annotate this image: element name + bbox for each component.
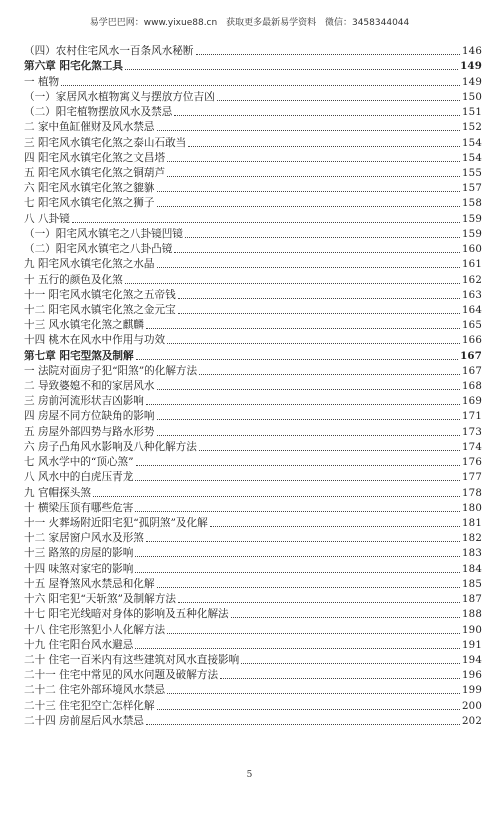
toc-entry-title: 十二 阳宅风水镇宅化煞之金元宝 [24, 303, 176, 316]
toc-entry-page: 159 [461, 213, 482, 225]
toc-entry-title: （二）阳宅风水镇宅之八卦凸镜 [24, 243, 173, 256]
toc-entry-title: 十五 屋脊煞风水禁忌和化解 [24, 577, 155, 590]
toc-row[interactable] [24, 43, 482, 58]
toc-entry-page: 162 [461, 274, 482, 286]
page-number: 5 [246, 770, 253, 780]
toc-entry-title: 十三 风水镇宅化煞之麒麟 [24, 319, 144, 332]
toc-row[interactable] [24, 302, 482, 317]
toc-entry-title: 六 房子凸角风水影响及八种化解方法 [24, 440, 197, 453]
toc-row[interactable] [24, 606, 482, 621]
toc-row[interactable] [24, 287, 482, 302]
toc-leader-dots [167, 692, 460, 694]
toc-row[interactable] [24, 667, 482, 682]
toc-entry-page: 146 [461, 46, 482, 58]
toc-row[interactable] [24, 621, 482, 636]
toc-entry-title: 三 阳宅风水镇宅化煞之泰山石敢当 [24, 136, 187, 149]
toc-entry-page: 182 [461, 533, 482, 545]
toc-leader-dots [178, 601, 460, 603]
toc-chapter-row[interactable] [24, 58, 482, 73]
toc-leader-dots [157, 205, 460, 207]
toc-entry-page: 160 [461, 244, 482, 256]
toc-row[interactable] [24, 500, 482, 515]
toc-row[interactable] [24, 439, 482, 454]
toc-entry-title: 十二 家居窗户风水及形煞 [24, 532, 144, 545]
toc-entry-title: 十 五行的颜色及化煞 [24, 273, 123, 286]
toc-entry-page: 161 [461, 259, 482, 271]
toc-leader-dots [167, 175, 460, 177]
toc-entry-title: 七 阳宅风水镇宅化煞之狮子 [24, 197, 155, 210]
toc-entry-page: 176 [461, 457, 482, 469]
toc-entry-page: 184 [461, 563, 482, 575]
toc-leader-dots [178, 297, 460, 299]
toc-row[interactable] [24, 89, 482, 104]
toc-leader-dots [157, 129, 460, 131]
toc-entry-title: 十六 阳宅犯“天斩煞”及制解方法 [24, 593, 176, 606]
toc-entry-page: 173 [461, 426, 482, 438]
toc-leader-dots [174, 114, 460, 116]
toc-leader-dots [188, 145, 460, 147]
toc-entry-title: 十 横梁压顶有哪些危害 [24, 501, 134, 514]
toc-row[interactable] [24, 119, 482, 134]
toc-row[interactable] [24, 73, 482, 88]
toc-row[interactable] [24, 134, 482, 149]
toc-entry-title: 十八 住宅形煞犯小人化解方法 [24, 623, 166, 636]
toc-entry-title: 四 房屋不同方位缺角的影响 [24, 410, 155, 423]
toc-entry-page: 191 [461, 639, 482, 651]
toc-entry-title: 一 法院对面房子犯“阳煞”的化解方法 [24, 364, 198, 377]
toc-entry-title: 二十四 房前屋后风水禁忌 [24, 714, 144, 727]
toc-row[interactable] [24, 454, 482, 469]
toc-leader-dots [199, 373, 460, 375]
toc-row[interactable] [24, 104, 482, 119]
toc-entry-page: 163 [461, 289, 482, 301]
toc-entry-title: 五 房屋外部四势与路水形势 [24, 425, 155, 438]
toc-entry-title: 二十 住宅一百米内有这些建筑对风水直接影响 [24, 653, 240, 666]
toc-row[interactable] [24, 226, 482, 241]
toc-leader-dots [72, 221, 460, 223]
toc-entry-page: 152 [461, 122, 482, 134]
toc-row[interactable] [24, 271, 482, 286]
toc-entry-page: 194 [461, 654, 482, 666]
toc-row[interactable] [24, 515, 482, 530]
toc-entry-page: 178 [461, 487, 482, 499]
toc-leader-dots [157, 190, 460, 192]
toc-chapter-row[interactable] [24, 347, 482, 362]
toc-entry-page: 187 [461, 594, 482, 606]
toc-entry-title: 第六章 阳宅化煞工具 [24, 60, 124, 73]
toc-row[interactable] [24, 591, 482, 606]
toc-entry-title: 十三 路煞的房屋的影响 [24, 547, 134, 560]
toc-leader-dots [135, 479, 460, 481]
toc-leader-dots [157, 388, 460, 390]
toc-entry-page: 168 [461, 381, 482, 393]
toc-entry-page: 150 [461, 91, 482, 103]
toc-entry-title: 七 风水学中的“顶心煞” [24, 456, 134, 469]
header-wechat: 微信：3458344044 [324, 18, 410, 28]
toc-entry-page: 154 [461, 137, 482, 149]
toc-row[interactable] [24, 576, 482, 591]
toc-leader-dots [157, 418, 460, 420]
toc-entry-page: 149 [460, 60, 482, 73]
toc-row[interactable] [24, 378, 482, 393]
toc-entry-page: 199 [461, 685, 482, 697]
toc-entry-title: 一 植物 [24, 75, 60, 88]
toc-leader-dots [196, 53, 460, 55]
toc-row[interactable] [24, 469, 482, 484]
table-of-contents [24, 43, 482, 728]
toc-leader-dots [61, 84, 460, 86]
toc-row[interactable] [24, 332, 482, 347]
toc-leader-dots [136, 358, 459, 360]
toc-leader-dots [231, 616, 460, 618]
toc-leader-dots [157, 586, 460, 588]
toc-leader-dots [210, 525, 460, 527]
toc-leader-dots [146, 540, 460, 542]
toc-row[interactable] [24, 241, 482, 256]
toc-row[interactable] [24, 713, 482, 728]
toc-row[interactable] [24, 697, 482, 712]
toc-leader-dots [241, 662, 460, 664]
toc-row[interactable] [24, 317, 482, 332]
toc-row[interactable] [24, 195, 482, 210]
toc-leader-dots [174, 251, 460, 253]
toc-entry-title: （四）农村住宅风水一百条风水秘断 [24, 45, 194, 58]
toc-entry-title: 八 风水中的白虎压青龙 [24, 471, 134, 484]
toc-entry-title: （二）阳宅植物摆放风水及禁忌 [24, 106, 173, 119]
toc-entry-title: 二十三 住宅犯空亡怎样化解 [24, 699, 155, 712]
toc-entry-page: 200 [461, 700, 482, 712]
toc-entry-page: 171 [461, 411, 482, 423]
toc-entry-title: 六 阳宅风水镇宅化煞之貔貅 [24, 182, 155, 195]
toc-entry-title: 四 阳宅风水镇宅化煞之文昌塔 [24, 151, 166, 164]
toc-entry-page: 183 [461, 548, 482, 560]
toc-entry-page: 159 [461, 228, 482, 240]
toc-row[interactable] [24, 150, 482, 165]
toc-entry-page: 155 [461, 167, 482, 179]
toc-entry-page: 167 [461, 365, 482, 377]
toc-entry-page: 154 [461, 152, 482, 164]
toc-leader-dots [125, 68, 458, 70]
toc-entry-page: 165 [461, 320, 482, 332]
toc-row[interactable] [24, 210, 482, 225]
toc-entry-title: 二十一 住宅中常见的风水问题及破解方法 [24, 669, 219, 682]
page-header [0, 15, 499, 28]
toc-entry-page: 149 [461, 76, 482, 88]
toc-leader-dots [167, 632, 460, 634]
toc-leader-dots [220, 677, 460, 679]
toc-row[interactable] [24, 530, 482, 545]
toc-entry-page: 167 [460, 349, 482, 362]
toc-leader-dots [217, 99, 460, 101]
toc-entry-title: 十七 阳宅光线暗对身体的影响及五种化解法 [24, 608, 229, 621]
toc-entry-page: 151 [461, 107, 482, 119]
toc-leader-dots [125, 282, 460, 284]
toc-row[interactable] [24, 652, 482, 667]
toc-entry-title: 九 官帽探头煞 [24, 486, 91, 499]
toc-row[interactable] [24, 560, 482, 575]
toc-entry-page: 185 [461, 578, 482, 590]
toc-entry-title: 五 阳宅风水镇宅化煞之铜葫芦 [24, 166, 166, 179]
toc-entry-title: 三 房前河流形状吉凶影响 [24, 395, 144, 408]
toc-row[interactable] [24, 363, 482, 378]
toc-entry-title: 十一 阳宅风水镇宅化煞之五帝钱 [24, 288, 176, 301]
toc-entry-title: 二十二 住宅外部环境风水禁忌 [24, 684, 166, 697]
toc-leader-dots [146, 723, 460, 725]
toc-entry-title: 十九 住宅阳台风水避忌 [24, 638, 134, 651]
toc-entry-page: 196 [461, 670, 482, 682]
toc-entry-page: 202 [461, 715, 482, 727]
toc-row[interactable] [24, 637, 482, 652]
toc-row[interactable] [24, 545, 482, 560]
header-site: 易学巴巴网：www.yixue88.cn [89, 18, 218, 28]
toc-row[interactable] [24, 180, 482, 195]
toc-entry-title: 八 八卦镜 [24, 212, 70, 225]
toc-leader-dots [135, 647, 460, 649]
toc-entry-title: 二 家中鱼缸催财及风水禁忌 [24, 121, 155, 134]
toc-leader-dots [199, 449, 460, 451]
toc-entry-page: 181 [461, 518, 482, 529]
toc-leader-dots [135, 510, 460, 512]
toc-entry-page: 158 [461, 198, 482, 210]
toc-leader-dots [167, 342, 460, 344]
toc-entry-page: 174 [461, 441, 482, 453]
toc-entry-title: 十四 味煞对家宅的影响 [24, 562, 134, 575]
toc-row[interactable] [24, 408, 482, 423]
toc-entry-page: 177 [461, 472, 482, 484]
toc-leader-dots [135, 555, 460, 557]
toc-leader-dots [146, 327, 460, 329]
toc-entry-title: （一）阳宅风水镇宅之八卦镜凹镜 [24, 227, 183, 240]
toc-entry-title: （一）家居风水植物寓义与摆放方位吉凶 [24, 90, 215, 103]
toc-row[interactable] [24, 393, 482, 408]
toc-leader-dots [146, 403, 460, 405]
toc-row[interactable] [24, 165, 482, 180]
toc-entry-page: 180 [461, 502, 482, 514]
toc-entry-title: 九 阳宅风水镇宅化煞之水晶 [24, 258, 155, 271]
toc-leader-dots [157, 434, 460, 436]
toc-entry-title: 十四 桃木在风水中作用与功效 [24, 334, 166, 347]
toc-entry-title: 十一 火葬场附近阳宅犯“孤阴煞”及化解 [24, 517, 208, 529]
toc-entry-page: 164 [461, 304, 482, 316]
toc-row[interactable] [24, 256, 482, 271]
toc-leader-dots [135, 571, 460, 573]
toc-entry-page: 169 [461, 396, 482, 408]
toc-entry-page: 190 [461, 624, 482, 636]
toc-leader-dots [185, 236, 460, 238]
toc-leader-dots [157, 266, 460, 268]
header-promo: 获取更多最新易学资料 [226, 18, 317, 28]
toc-entry-page: 188 [461, 609, 482, 621]
toc-leader-dots [178, 312, 460, 314]
toc-leader-dots [93, 495, 460, 497]
toc-entry-page: 166 [461, 335, 482, 347]
toc-row[interactable] [24, 484, 482, 499]
toc-entry-page: 157 [461, 183, 482, 195]
toc-leader-dots [157, 708, 460, 710]
toc-row[interactable] [24, 423, 482, 438]
toc-entry-title: 二 导致婆媳不和的家居风水 [24, 380, 155, 393]
toc-row[interactable] [24, 682, 482, 697]
toc-entry-title: 第七章 阳宅型煞及制解 [24, 349, 134, 362]
toc-leader-dots [136, 464, 460, 466]
toc-leader-dots [167, 160, 460, 162]
